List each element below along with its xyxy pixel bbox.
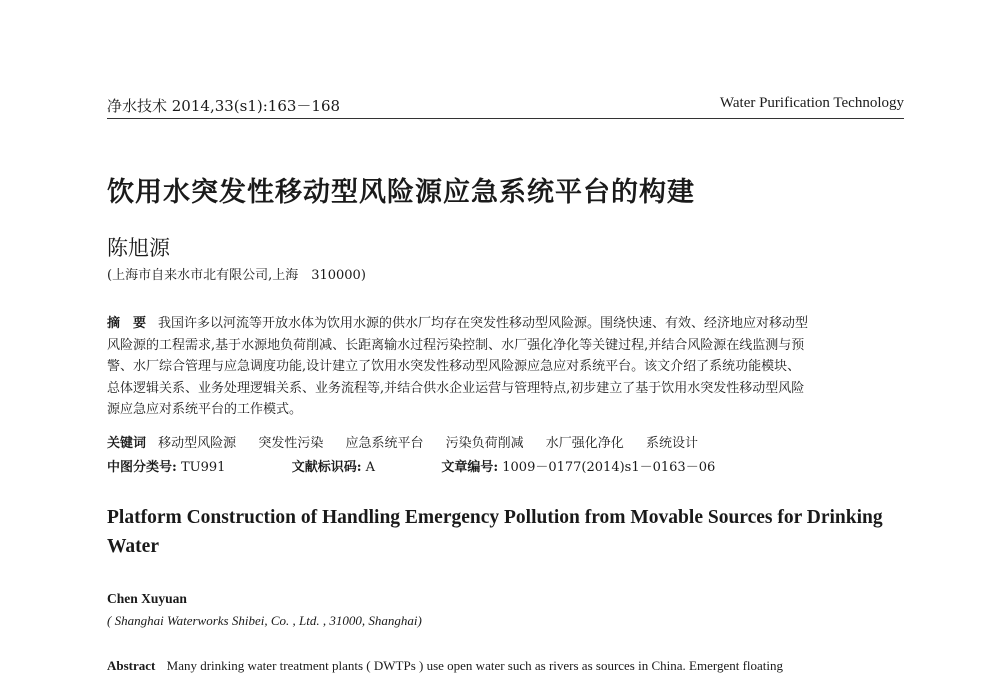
author-cn: 陈旭源 xyxy=(107,236,170,260)
affiliation-en: ( Shanghai Waterworks Shibei, Co. , Ltd. , 31000, Shanghai) xyxy=(107,613,422,628)
clc-value: TU991 xyxy=(180,460,226,475)
abstract-cn-text-1: 我国许多以河流等开放水体为饮用水源的供水厂均存在突发性移动型风险源。围绕快速、有效、经济地应对移动型 xyxy=(158,316,809,331)
abstract-cn-line-3: 警、水厂综合管理与应急调度功能,设计建立了饮用水突发性移动型风险源应急应对系统平台。该文介绍了系统功能模块、 xyxy=(107,359,801,374)
keyword: 水厂强化净化 xyxy=(545,436,624,451)
abstract-en-label: Abstract xyxy=(107,658,156,673)
journal-header-en: Water Purification Technology xyxy=(719,95,904,111)
article-number-label: 文章编号: xyxy=(441,460,499,475)
doc-code-value: A xyxy=(365,460,376,475)
affiliation-cn: (上海市自来水市北有限公司,上海 310000) xyxy=(107,268,366,283)
abstract-cn-line-1 xyxy=(107,313,904,335)
keyword: 突发性污染 xyxy=(258,436,324,451)
abstract-cn-label: 摘 要 xyxy=(107,316,147,331)
keyword: 移动型风险源 xyxy=(158,436,237,451)
doc-code-label: 文献标识码: xyxy=(291,460,362,475)
abstract-en xyxy=(107,658,907,674)
abstract-cn-line-2: 风险源的工程需求,基于水源地负荷削减、长距离输水过程污染控制、水厂强化净化等关键过程,并结合风险源在线监测与预 xyxy=(107,337,805,353)
classification-info xyxy=(107,456,715,475)
abstract-en-text: Many drinking water treatment plants ( DWTPs ) use open water such as rivers as sources in China. Emergent floating xyxy=(166,658,784,673)
author-en: Chen Xuyuan xyxy=(107,591,187,606)
keyword: 应急系统平台 xyxy=(345,436,424,451)
abstract-cn xyxy=(107,313,904,421)
paper-title-cn: 饮用水突发性移动型风险源应急系统平台的构建 xyxy=(107,177,695,208)
journal-header-cn: 净水技术 2014,33(s1):163－168 xyxy=(107,97,341,115)
abstract-cn-line-5: 源应急应对系统平台的工作模式。 xyxy=(107,402,303,417)
paper-title-en: Platform Construction of Handling Emergency Pollution from Movable Sources for Drinking Water xyxy=(107,507,883,557)
abstract-cn-line-4: 总体逻辑关系、业务处理逻辑关系、业务流程等,并结合供水企业运营与管理特点,初步建立了基于饮用水突发性移动型风险 xyxy=(107,380,805,396)
keyword: 系统设计 xyxy=(645,436,698,451)
header-rule xyxy=(107,118,904,119)
keyword: 污染负荷削减 xyxy=(445,436,524,451)
keywords-label: 关键词 xyxy=(107,436,147,451)
keywords-cn xyxy=(107,432,716,451)
article-number-value: 1009－0177(2014)s1－0163－06 xyxy=(502,460,716,475)
clc-label: 中图分类号: xyxy=(107,460,177,475)
